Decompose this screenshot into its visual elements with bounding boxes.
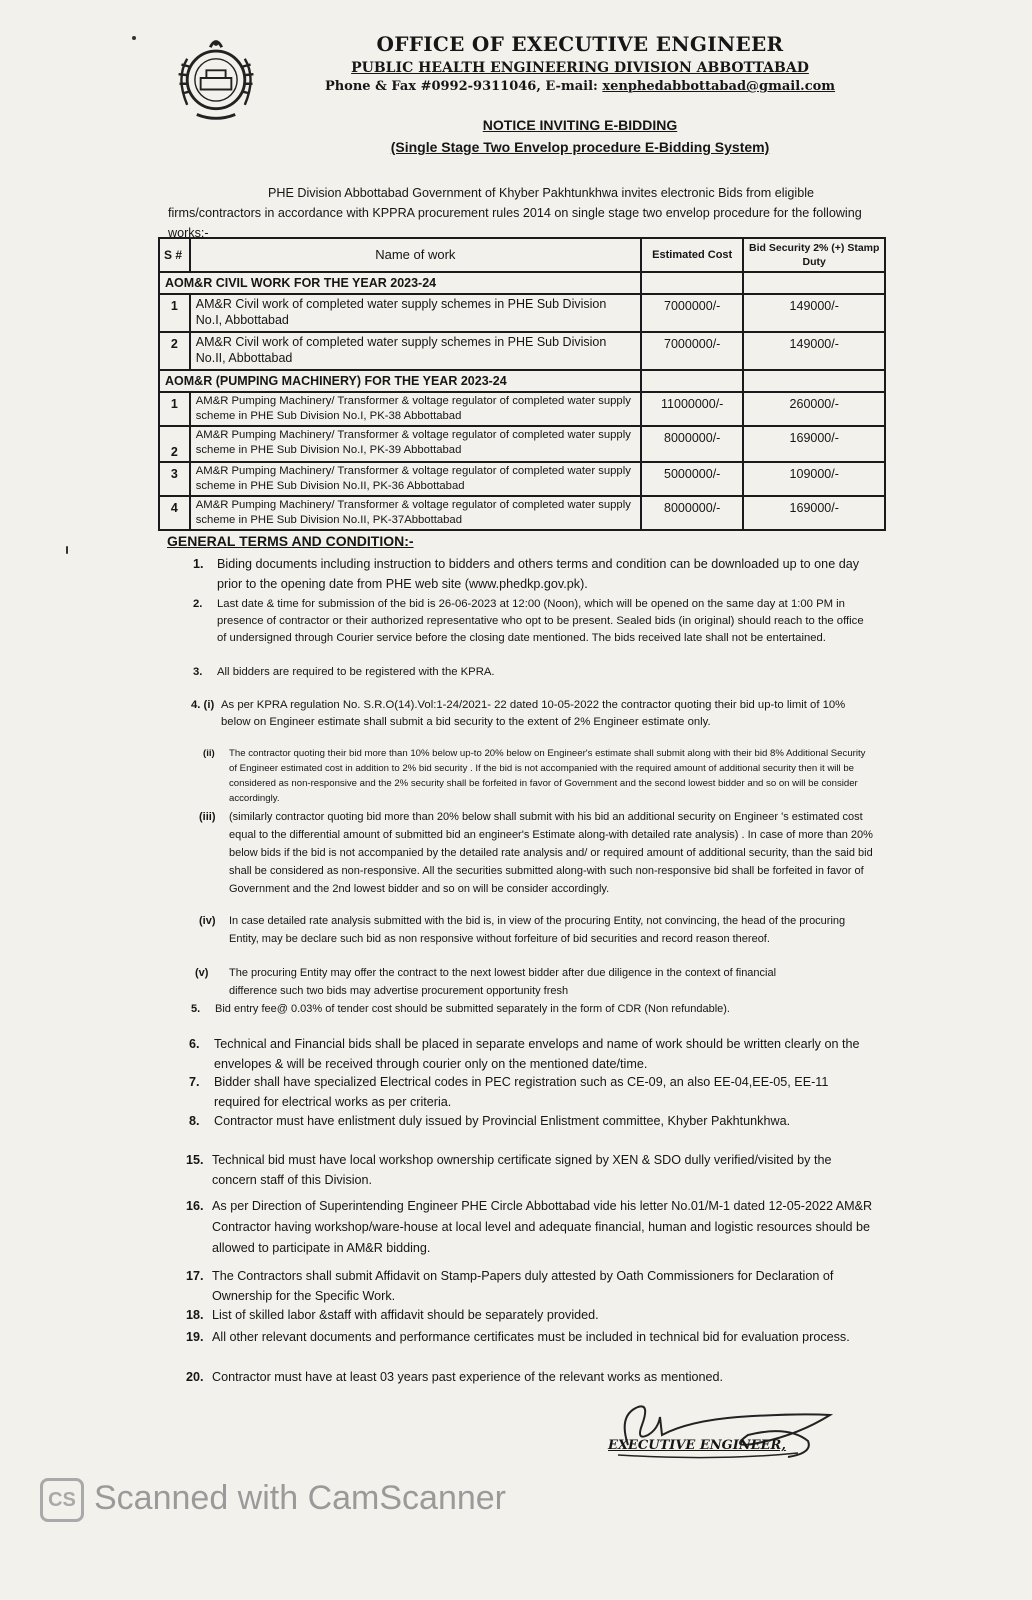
term-text: Technical bid must have local workshop ownership certificate signed by XEN & SDO dully verified/visited by the concern staff of this Division. <box>212 1153 832 1187</box>
row-cost: 7000000/- <box>641 332 744 370</box>
row-name: AM&R Pumping Machinery/ Transformer & voltage regulator of completed water supply scheme in PHE Sub Division No.I, PK-38 Abbottabad <box>190 392 641 426</box>
row-sno: 3 <box>159 462 190 496</box>
notice-title: NOTICE INVITING E-BIDDING <box>482 117 678 133</box>
term-text: (similarly contractor quoting bid more than 20% below shall submit with his bid an additional security on Engineer 's estimated cost equal to the differential amount of submitted bid an engineer's Estimate along-with detailed rate analysis) . In case of more than 20% below bids if the bid is not accompanied by the detailed rate analysis and/ or required amount of additional security, than the said bid shall be considered as non-responsive. All the securities submitted along-with such non-responsive bid shall be forfeited in favor of Government and the 2nd lowest bidder and so on will be consider accordingly. <box>229 811 873 895</box>
term-text: Bid entry fee@ 0.03% of tender cost should be submitted separately in the form of CDR (Non refundable). <box>215 1003 730 1015</box>
term-text: All other relevant documents and performance certificates must be included in technical bid for evaluation process. <box>212 1330 850 1344</box>
row-cost: 7000000/- <box>641 294 744 332</box>
table-row <box>159 332 885 370</box>
row-name: AM&R Civil work of completed water supply schemes in PHE Sub Division No.I, Abbottabad <box>190 294 641 332</box>
term-number: (iii) <box>199 811 216 823</box>
row-security: 149000/- <box>743 294 885 332</box>
term-text: List of skilled labor &staff with affidavit should be separately provided. <box>212 1308 599 1322</box>
row-sno: 1 <box>159 294 190 332</box>
row-name: AM&R Pumping Machinery/ Transformer & voltage regulator of completed water supply scheme in PHE Sub Division No.II, PK-36 Abbottabad <box>190 462 641 496</box>
row-sno: 1 <box>159 392 190 426</box>
term-number: 8. <box>189 1114 200 1128</box>
col-security: Bid Security 2% (+) Stamp Duty <box>743 238 885 272</box>
contact-prefix: Phone & Fax #0992-9311046, E-mail: <box>324 79 603 94</box>
row-cost: 8000000/- <box>641 426 744 462</box>
table-section-row <box>159 370 885 392</box>
scan-speck <box>132 36 136 40</box>
email-address: xenphedabbottabad@gmail.com <box>602 79 836 94</box>
term-number: (ii) <box>203 748 215 759</box>
works-table <box>158 237 886 531</box>
division-title: PUBLIC HEALTH ENGINEERING DIVISION ABBOTTABAD <box>351 60 809 76</box>
row-name: AM&R Pumping Machinery/ Transformer & voltage regulator of completed water supply scheme in PHE Sub Division No.I, PK-39 Abbottabad <box>190 426 641 462</box>
col-cost: Estimated Cost <box>641 238 744 272</box>
term-number: 5. <box>191 1003 201 1015</box>
term-number: (iv) <box>199 915 216 927</box>
section-title: AOM&R CIVIL WORK FOR THE YEAR 2023-24 <box>159 272 641 294</box>
term-number: 6. <box>189 1037 200 1051</box>
term-text: All bidders are required to be registered with the KPRA. <box>217 666 495 678</box>
row-cost: 11000000/- <box>641 392 744 426</box>
row-sno: 2 <box>159 426 190 462</box>
term-number: 16. <box>186 1199 204 1213</box>
term-number: 19. <box>186 1330 204 1344</box>
term-number: 2. <box>193 598 203 610</box>
term-number: 18. <box>186 1308 204 1322</box>
table-row <box>159 462 885 496</box>
signature-label: EXECUTIVE ENGINEER, <box>608 1438 786 1453</box>
term-number: 20. <box>186 1370 204 1384</box>
term-number: 3. <box>193 666 203 678</box>
term-text: The Contractors shall submit Affidavit on Stamp-Papers duly attested by Oath Commissioners for Declaration of Ownership for the Specific Work. <box>212 1269 834 1303</box>
row-security: 109000/- <box>743 462 885 496</box>
col-name: Name of work <box>190 238 641 272</box>
scan-speck <box>66 546 68 554</box>
term-number: 4. (i) <box>191 699 215 711</box>
row-security: 149000/- <box>743 332 885 370</box>
table-header-row <box>159 238 885 272</box>
table-section-row <box>159 272 885 294</box>
notice-subtitle: (Single Stage Two Envelop procedure E-Bidding System) <box>390 139 770 155</box>
camscanner-watermark <box>40 1478 506 1522</box>
table-row <box>159 392 885 426</box>
row-cost: 8000000/- <box>641 496 744 530</box>
row-security: 169000/- <box>743 496 885 530</box>
intro-paragraph: PHE Division Abbottabad Government of Khyber Pakhtunkhwa invites electronic Bids from eligible firms/contractors in accordance with KPPRA procurement rules 2014 on single stage two envelop procedure for the following works:- <box>168 186 862 240</box>
row-sno: 2 <box>159 332 190 370</box>
signature-icon <box>598 1395 848 1470</box>
camscanner-logo-icon: CS <box>40 1478 84 1522</box>
table-row <box>159 496 885 530</box>
row-security: 260000/- <box>743 392 885 426</box>
term-number: 15. <box>186 1153 204 1167</box>
term-text: Contractor must have enlistment duly issued by Provincial Enlistment committee, Khyber Pakhtunkhwa. <box>214 1114 791 1128</box>
row-cost: 5000000/- <box>641 462 744 496</box>
term-text: Technical and Financial bids shall be placed in separate envelops and name of work should be written clearly on the envelopes & will be received through courier only on the mentioned date/time. <box>214 1037 860 1071</box>
camscanner-text: Scanned with CamScanner <box>94 1478 507 1517</box>
term-number: 17. <box>186 1269 204 1283</box>
term-text: As per KPRA regulation No. S.R.O(14).Vol:1-24/2021- 22 dated 10-05-2022 the contractor quoting their bid up-to limit of 10% below on Engineer estimate shall submit a bid security to the extent of 2% Engineer estimate only. <box>221 699 846 728</box>
table-row <box>159 294 885 332</box>
row-security: 169000/- <box>743 426 885 462</box>
term-text: Contractor must have at least 03 years past experience of the relevant works as mentioned. <box>212 1370 724 1384</box>
term-text: The contractor quoting their bid more than 10% below up-to 20% below on Engineer's estimate shall submit along with their bid 8% Additional Security of Engineer estimated cost in addition to 2% bid security . If the bid is not accompanied with the required amount of additional security then it will be considered as non-responsive and the 2% security shall be forfeited in favor of Government and the second lowest bidder and so on will be consider accordingly. <box>229 748 866 804</box>
term-number: 7. <box>189 1075 200 1089</box>
term-number: (v) <box>195 967 209 979</box>
table-row <box>159 426 885 462</box>
contact-line <box>300 79 860 94</box>
term-text: Bidder shall have specialized Electrical codes in PEC registration such as CE-09, an also EE-04,EE-05, EE-11 required for electrical works as per criteria. <box>214 1075 829 1109</box>
col-sno: S # <box>159 238 190 272</box>
row-sno: 4 <box>159 496 190 530</box>
term-text: In case detailed rate analysis submitted with the bid is, in view of the procuring Entity, not convincing, the head of the procuring Entity, may be declare such bid as non responsive without forfeiture of bid securities and record reason thereof. <box>229 915 846 945</box>
term-text: Biding documents including instruction to bidders and others terms and condition can be downloaded up to one day prior to the opening date from PHE web site (www.phedkp.gov.pk). <box>217 557 859 591</box>
row-name: AM&R Civil work of completed water supply schemes in PHE Sub Division No.II, Abbottabad <box>190 332 641 370</box>
office-title: OFFICE OF EXECUTIVE ENGINEER <box>376 32 784 56</box>
row-name: AM&R Pumping Machinery/ Transformer & voltage regulator of completed water supply scheme in PHE Sub Division No.II, PK-37Abbottabad <box>190 496 641 530</box>
term-text: The procuring Entity may offer the contract to the next lowest bidder after due diligence in the context of financial difference such two bids may advertise procurement opportunity fresh <box>229 967 777 997</box>
khyber-pakhtunkhwa-emblem-icon <box>168 30 264 126</box>
term-number: 1. <box>193 557 204 571</box>
term-text: As per Direction of Superintending Engineer PHE Circle Abbottabad vide his letter No.01/M-1 dated 12-05-2022 AM&R Contractor having workshop/ware-house at local level and adequate financial, human and logistic resources should be allowed to participate in AM&R bidding. <box>212 1199 873 1255</box>
term-text: Last date & time for submission of the bid is 26-06-2023 at 12:00 (Noon), which will be opened on the same day at 1:00 PM in presence of contractor or their authorized representative who opt to be present. Sealed bids (in original) should reach to the office of undersigned through Courier service before the closing date mentioned. The bids received late shall not be entertained. <box>217 598 864 644</box>
section-title: AOM&R (PUMPING MACHINERY) FOR THE YEAR 2023-24 <box>159 370 641 392</box>
terms-title: GENERAL TERMS AND CONDITION:- <box>167 533 414 549</box>
